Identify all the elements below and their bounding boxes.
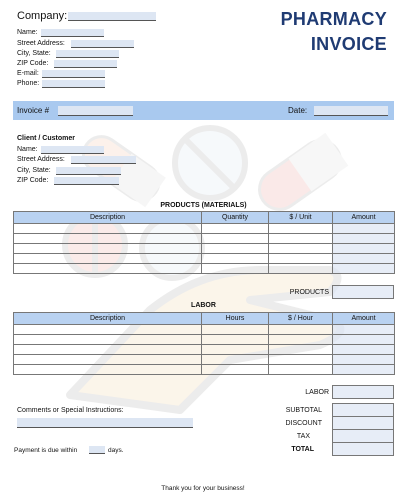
seller-email-label: E-mail: xyxy=(17,70,39,77)
product-unit-price-cell[interactable] xyxy=(269,254,333,264)
invoice-title-line2: INVOICE xyxy=(310,34,387,54)
labor-amount-cell[interactable] xyxy=(333,345,395,355)
client-name-label: Name: xyxy=(17,146,38,153)
products-col-description: Description xyxy=(14,212,202,224)
table-row xyxy=(14,345,395,355)
comments-label: Comments or Special Instructions: xyxy=(17,407,124,414)
date-label: Date: xyxy=(288,106,308,115)
table-row xyxy=(14,234,395,244)
subtotal-field[interactable] xyxy=(332,403,394,417)
seller-street-field[interactable] xyxy=(71,40,134,48)
labor-rate-cell[interactable] xyxy=(269,365,333,375)
discount-field[interactable] xyxy=(332,416,394,430)
total-field[interactable] xyxy=(332,442,394,456)
subtotal-label: SUBTOTAL xyxy=(285,407,322,414)
product-quantity-cell[interactable] xyxy=(202,254,269,264)
labor-col-hours: Hours xyxy=(202,313,269,325)
product-quantity-cell[interactable] xyxy=(202,224,269,234)
labor-amount-cell[interactable] xyxy=(333,365,395,375)
products-col-quantity: Quantity xyxy=(202,212,269,224)
labor-hours-cell[interactable] xyxy=(202,345,269,355)
product-quantity-cell[interactable] xyxy=(202,244,269,254)
seller-city-field[interactable] xyxy=(56,50,119,58)
company-field[interactable] xyxy=(68,12,156,21)
labor-hours-cell[interactable] xyxy=(202,355,269,365)
product-amount-cell[interactable] xyxy=(333,254,395,264)
client-street-field[interactable] xyxy=(71,156,136,164)
products-subtotal-field[interactable] xyxy=(332,285,394,299)
product-quantity-cell[interactable] xyxy=(202,234,269,244)
product-description-cell[interactable] xyxy=(14,234,202,244)
client-name-field[interactable] xyxy=(41,146,104,154)
seller-email-field[interactable] xyxy=(42,70,105,78)
product-unit-price-cell[interactable] xyxy=(269,264,333,274)
seller-city-label: City, State: xyxy=(17,50,51,57)
labor-hours-cell[interactable] xyxy=(202,335,269,345)
invoice-title-line1: PHARMACY xyxy=(280,9,387,29)
product-quantity-cell[interactable] xyxy=(202,264,269,274)
products-subtotal-label: PRODUCTS xyxy=(289,289,329,296)
labor-col-hourly-rate: $ / Hour xyxy=(269,313,333,325)
client-city-field[interactable] xyxy=(56,167,121,175)
product-amount-cell[interactable] xyxy=(333,264,395,274)
invoice-number-field[interactable] xyxy=(58,106,133,116)
table-row xyxy=(14,335,395,345)
total-label: TOTAL xyxy=(291,446,314,453)
client-heading: Client / Customer xyxy=(17,135,75,142)
products-title: PRODUCTS (MATERIALS) xyxy=(160,202,247,209)
client-zip-field[interactable] xyxy=(54,177,119,185)
tax-label: TAX xyxy=(296,433,310,440)
labor-rate-cell[interactable] xyxy=(269,325,333,335)
labor-title: LABOR xyxy=(191,302,216,309)
footer-thanks: Thank you for your business! xyxy=(161,485,245,492)
labor-subtotal-label: LABOR xyxy=(305,389,329,396)
comments-field[interactable] xyxy=(17,418,193,428)
labor-amount-cell[interactable] xyxy=(333,325,395,335)
labor-description-cell[interactable] xyxy=(14,355,202,365)
company-label: Company: xyxy=(17,10,68,22)
table-row xyxy=(14,325,395,335)
labor-rate-cell[interactable] xyxy=(269,355,333,365)
products-col-unit-price: $ / Unit xyxy=(269,212,333,224)
labor-description-cell[interactable] xyxy=(14,325,202,335)
product-description-cell[interactable] xyxy=(14,254,202,264)
date-field[interactable] xyxy=(314,106,388,116)
labor-rate-cell[interactable] xyxy=(269,345,333,355)
product-amount-cell[interactable] xyxy=(333,244,395,254)
seller-zip-label: ZIP Code: xyxy=(17,60,49,67)
payment-days-field[interactable] xyxy=(89,446,105,454)
client-street-label: Street Address: xyxy=(17,156,65,163)
labor-description-cell[interactable] xyxy=(14,365,202,375)
labor-table xyxy=(13,312,395,375)
labor-description-cell[interactable] xyxy=(14,345,202,355)
labor-amount-cell[interactable] xyxy=(333,355,395,365)
seller-name-field[interactable] xyxy=(41,29,104,37)
table-row xyxy=(14,244,395,254)
labor-hours-cell[interactable] xyxy=(202,325,269,335)
table-row xyxy=(14,365,395,375)
product-unit-price-cell[interactable] xyxy=(269,234,333,244)
products-table xyxy=(13,211,395,274)
product-unit-price-cell[interactable] xyxy=(269,224,333,234)
labor-amount-cell[interactable] xyxy=(333,335,395,345)
products-col-amount: Amount xyxy=(333,212,395,224)
labor-subtotal-field[interactable] xyxy=(332,385,394,399)
labor-col-amount: Amount xyxy=(333,313,395,325)
table-row xyxy=(14,264,395,274)
pill-tablet-icon xyxy=(175,128,245,198)
table-row xyxy=(14,355,395,365)
product-description-cell[interactable] xyxy=(14,264,202,274)
product-unit-price-cell[interactable] xyxy=(269,244,333,254)
invoice-number-label: Invoice # xyxy=(17,106,50,115)
table-row xyxy=(14,254,395,264)
table-row xyxy=(14,224,395,234)
client-zip-label: ZIP Code: xyxy=(17,177,49,184)
labor-rate-cell[interactable] xyxy=(269,335,333,345)
seller-phone-label: Phone: xyxy=(17,80,40,87)
seller-street-label: Street Address: xyxy=(17,40,65,47)
seller-zip-field[interactable] xyxy=(54,60,117,68)
payment-terms-prefix: Payment is due within xyxy=(14,447,78,454)
seller-name-label: Name: xyxy=(17,29,38,36)
product-description-cell[interactable] xyxy=(14,244,202,254)
product-amount-cell[interactable] xyxy=(333,234,395,244)
client-city-label: City, State: xyxy=(17,167,51,174)
payment-terms-suffix: days. xyxy=(108,447,124,454)
tax-field[interactable] xyxy=(332,429,394,443)
labor-description-cell[interactable] xyxy=(14,335,202,345)
labor-hours-cell[interactable] xyxy=(202,365,269,375)
product-amount-cell[interactable] xyxy=(333,224,395,234)
product-description-cell[interactable] xyxy=(14,224,202,234)
discount-label: DISCOUNT xyxy=(285,420,322,427)
labor-col-description: Description xyxy=(14,313,202,325)
seller-phone-field[interactable] xyxy=(42,80,105,88)
